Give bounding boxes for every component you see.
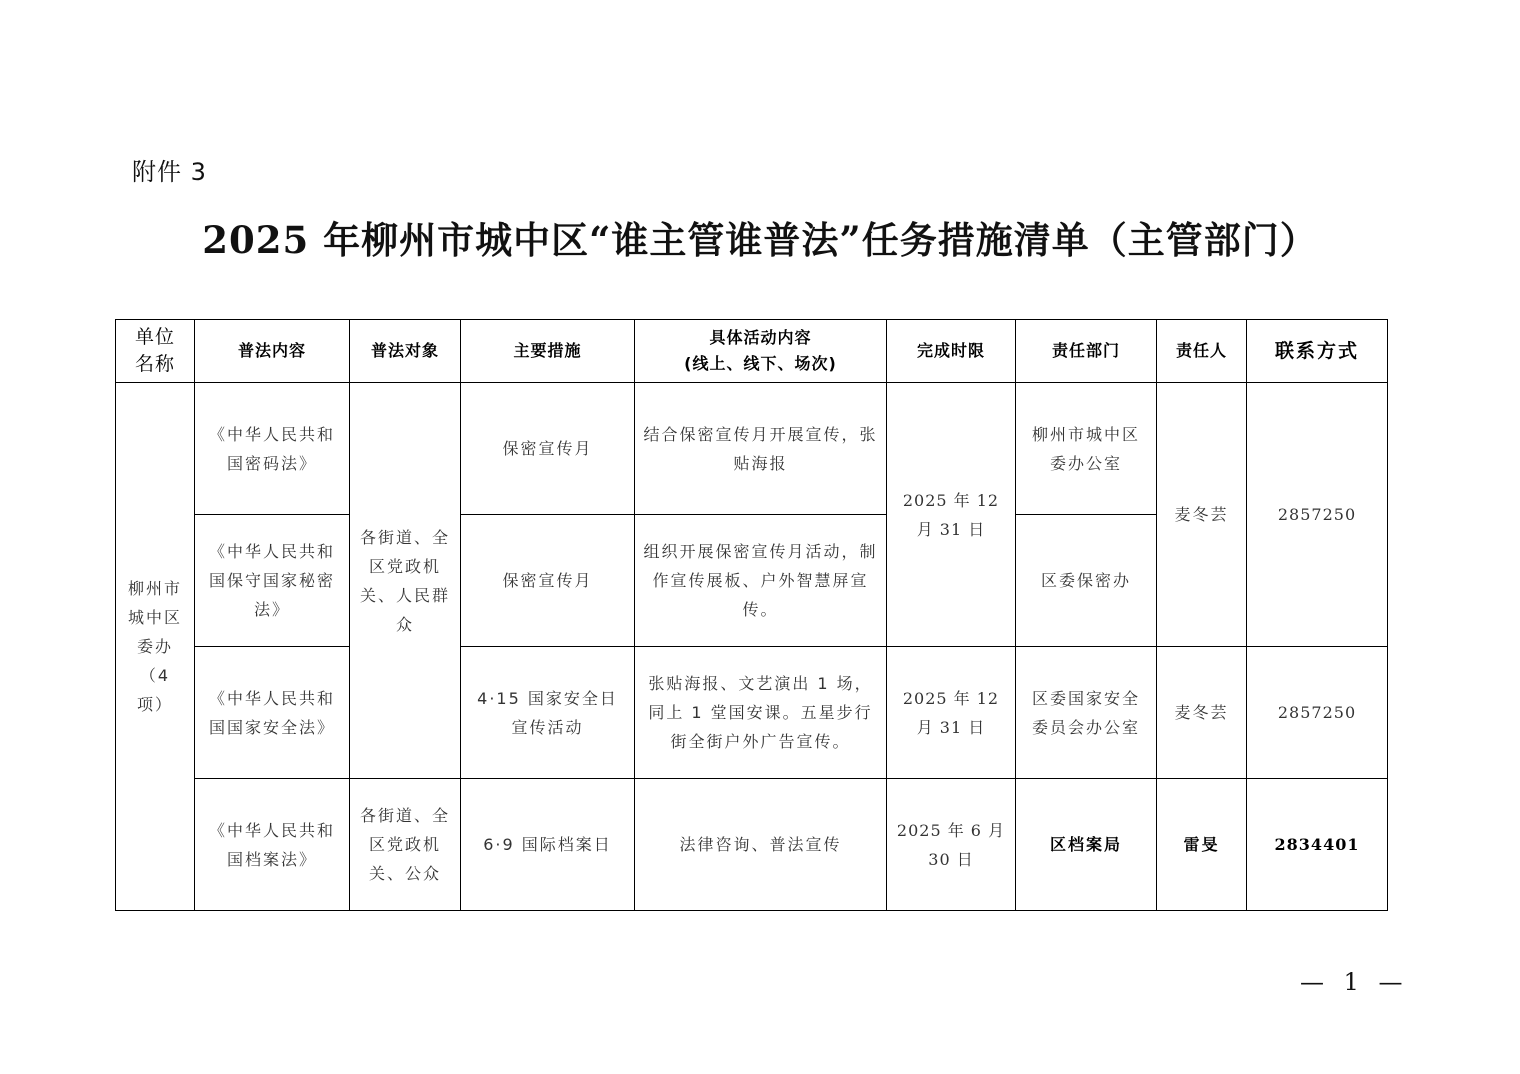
task-table [115, 319, 1388, 911]
department-cell: 区委保密办 [1016, 515, 1157, 647]
table-row [116, 383, 1388, 515]
person-cell: 麦冬芸 [1157, 647, 1247, 779]
header-unit [116, 320, 195, 383]
measure-cell: 保密宣传月 [461, 515, 635, 647]
header-department: 责任部门 [1016, 320, 1157, 383]
activity-cell: 组织开展保密宣传月活动，制作宣传展板、户外智慧屏宣传。 [635, 515, 887, 647]
header-unit-line2: 名称 [134, 353, 175, 375]
target-cell: 各街道、全区党政机关、人民群众 [350, 383, 461, 779]
unit-name-cell: 柳州市城中区委办（4项） [116, 383, 195, 911]
measure-cell: 6·9 国际档案日 [461, 779, 635, 911]
person-cell: 雷旻 [1157, 779, 1247, 911]
header-activity [635, 320, 887, 383]
activity-cell: 张贴海报、文艺演出 1 场，同上 1 堂国安课。五星步行街全街户外广告宣传。 [635, 647, 887, 779]
header-activity-line1: 具体活动内容 [709, 328, 812, 347]
person-cell: 麦冬芸 [1157, 383, 1247, 647]
header-content: 普法内容 [195, 320, 350, 383]
activity-cell: 法律咨询、普法宣传 [635, 779, 887, 911]
attachment-label: 附件 3 [132, 158, 207, 186]
document-title: 2025 年柳州市城中区“谁主管谁普法”任务措施清单（主管部门） [202, 218, 1318, 262]
table-row [116, 647, 1388, 779]
content-cell: 《中华人民共和国国家安全法》 [195, 647, 350, 779]
table-header-row [116, 320, 1388, 383]
measure-cell: 4·15 国家安全日宣传活动 [461, 647, 635, 779]
content-cell: 《中华人民共和国密码法》 [195, 383, 350, 515]
header-target: 普法对象 [350, 320, 461, 383]
contact-cell: 2857250 [1247, 383, 1388, 647]
target-cell: 各街道、全区党政机关、公众 [350, 779, 461, 911]
activity-cell: 结合保密宣传月开展宣传，张贴海报 [635, 383, 887, 515]
header-contact: 联系方式 [1247, 320, 1388, 383]
contact-cell: 2857250 [1247, 647, 1388, 779]
content-cell: 《中华人民共和国档案法》 [195, 779, 350, 911]
contact-cell: 2834401 [1247, 779, 1388, 911]
header-deadline: 完成时限 [887, 320, 1016, 383]
page-number: — 1 — [1300, 968, 1409, 996]
header-activity-line2: (线上、线下、场次) [684, 354, 837, 373]
table-row [116, 779, 1388, 911]
header-measures: 主要措施 [461, 320, 635, 383]
deadline-cell: 2025 年 12 月 31 日 [887, 647, 1016, 779]
measure-cell: 保密宣传月 [461, 383, 635, 515]
department-cell: 区委国家安全委员会办公室 [1016, 647, 1157, 779]
department-cell: 柳州市城中区委办公室 [1016, 383, 1157, 515]
header-person: 责任人 [1157, 320, 1247, 383]
department-cell: 区档案局 [1016, 779, 1157, 911]
deadline-cell: 2025 年 12 月 31 日 [887, 383, 1016, 647]
content-cell: 《中华人民共和国保守国家秘密法》 [195, 515, 350, 647]
deadline-cell: 2025 年 6 月 30 日 [887, 779, 1016, 911]
header-unit-line1: 单位 [134, 326, 175, 348]
